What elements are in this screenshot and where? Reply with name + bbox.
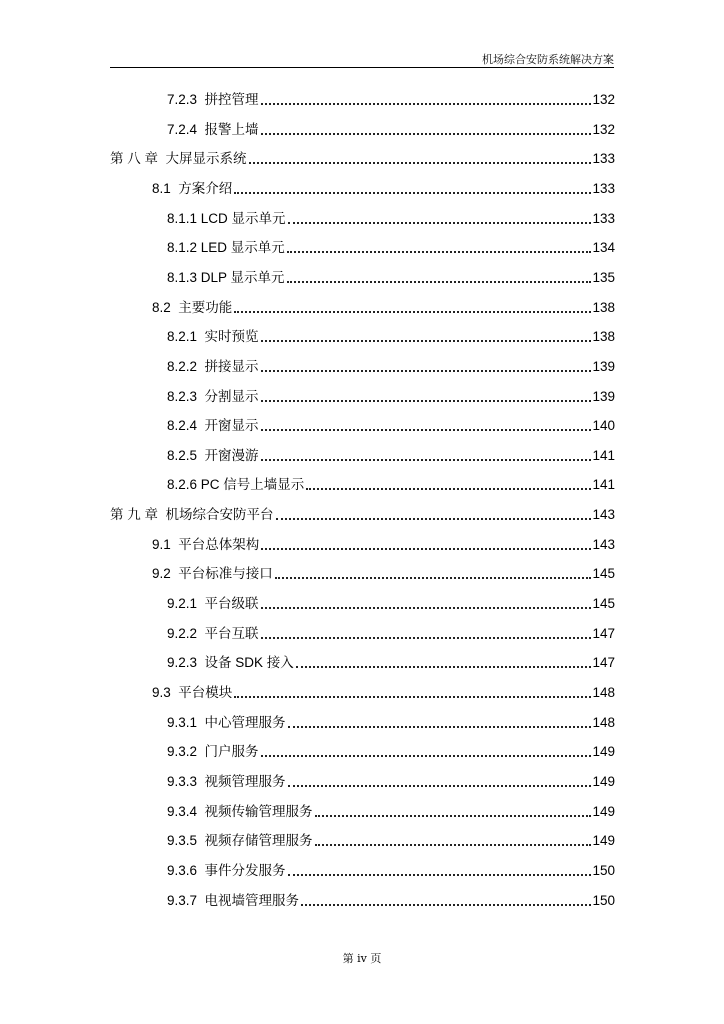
toc-dot-leader	[288, 726, 592, 728]
toc-entry[interactable]	[167, 355, 615, 375]
toc-entry[interactable]	[167, 325, 615, 345]
toc-dot-leader	[261, 637, 592, 639]
toc-entry[interactable]	[152, 177, 615, 197]
toc-entry-page-number: 149	[592, 833, 615, 849]
page-number: 第 iv 页	[342, 952, 382, 965]
toc-entry[interactable]	[167, 88, 615, 108]
toc-dot-leader	[261, 755, 592, 757]
toc-dot-leader	[287, 281, 592, 283]
toc-entry-label: 8.2.4 开窗显示	[167, 418, 259, 434]
toc-entry[interactable]	[152, 296, 615, 316]
toc-entry[interactable]	[167, 770, 615, 790]
toc-entry[interactable]	[152, 533, 615, 553]
toc-entry-label: 7.2.3 拼控管理	[167, 92, 259, 107]
toc-entry-label: 8.1.1 LCD 显示单元	[167, 210, 286, 226]
toc-entry-page-number: 147	[592, 625, 615, 641]
toc-entry[interactable]	[167, 622, 615, 642]
toc-entry-label: 8.2.6 PC 信号上墙显示	[167, 477, 305, 493]
toc-entry-page-number: 133	[592, 180, 615, 196]
toc-entry[interactable]	[167, 829, 615, 849]
toc-entry-label: 9.3 平台模块	[152, 685, 233, 700]
toc-entry-label: 8.1.3 DLP 显示单元	[167, 269, 285, 285]
toc-dot-leader	[301, 904, 591, 906]
toc-entry-label: 9.3.5 视频存储管理服务	[167, 833, 313, 849]
toc-entry-label: 7.2.4 报警上墙	[167, 121, 259, 137]
toc-entry-page-number: 133	[592, 151, 615, 167]
toc-entry[interactable]	[110, 147, 615, 167]
toc-entry-page-number: 140	[592, 418, 615, 434]
toc-entry-page-number: 145	[592, 596, 615, 612]
toc-entry-page-number: 143	[592, 507, 615, 523]
toc-entry-page-number: 132	[592, 92, 615, 107]
toc-entry-page-number: 149	[592, 803, 615, 819]
toc-entry-page-number: 139	[592, 388, 615, 404]
toc-entry-page-number: 145	[592, 566, 615, 582]
toc-entry-page-number: 143	[592, 536, 615, 552]
toc-entry-label: 8.2.2 拼接显示	[167, 358, 259, 374]
toc-dot-leader	[261, 607, 592, 609]
toc-dot-leader	[315, 844, 592, 846]
toc-entry[interactable]	[167, 889, 615, 909]
toc-entry-label: 9.3.4 视频传输管理服务	[167, 803, 313, 819]
toc-entry-label: 第 八 章 大屏显示系统	[110, 151, 247, 167]
toc-dot-leader	[288, 222, 592, 224]
toc-entry-label: 9.3.3 视频管理服务	[167, 773, 286, 789]
toc-entry-page-number: 150	[592, 892, 615, 908]
toc-entry[interactable]	[152, 562, 615, 582]
toc-entry[interactable]	[152, 681, 615, 701]
toc-entry-label: 9.2 平台标准与接口	[152, 566, 273, 582]
toc-entry[interactable]	[167, 859, 615, 879]
toc-entry-page-number: 133	[592, 210, 615, 226]
toc-entry[interactable]	[167, 651, 615, 671]
toc-dot-leader	[288, 874, 592, 876]
toc-dot-leader	[249, 162, 592, 164]
toc-dot-leader	[234, 192, 591, 194]
toc-entry-label: 8.2 主要功能	[152, 299, 233, 315]
toc-dot-leader	[261, 400, 592, 402]
toc-entry[interactable]	[167, 711, 615, 731]
toc-entry[interactable]	[167, 800, 615, 820]
toc-dot-leader	[288, 785, 592, 787]
toc-entry-label: 第 九 章 机场综合安防平台	[110, 507, 274, 523]
toc-dot-leader	[315, 815, 592, 817]
toc-entry-page-number: 138	[592, 299, 615, 315]
toc-entry-page-number: 138	[592, 329, 615, 345]
toc-entry-label: 8.1 方案介绍	[152, 180, 233, 196]
toc-entry[interactable]	[110, 503, 615, 523]
toc-dot-leader	[234, 311, 591, 313]
toc-entry[interactable]	[167, 444, 615, 464]
toc-dot-leader	[261, 548, 591, 550]
toc-entry[interactable]	[167, 414, 615, 434]
toc-entry-page-number: 134	[592, 240, 615, 256]
toc-entry-label: 9.3.6 事件分发服务	[167, 862, 286, 878]
toc-entry[interactable]	[167, 592, 615, 612]
toc-entry-page-number: 149	[592, 773, 615, 789]
toc-entry-page-number: 141	[592, 477, 615, 493]
toc-entry-page-number: 135	[592, 269, 615, 285]
toc-dot-leader	[261, 459, 592, 461]
toc-entry[interactable]	[167, 266, 615, 286]
toc-dot-leader	[276, 518, 592, 520]
header-rule	[110, 67, 614, 68]
toc-entry-label: 8.2.5 开窗漫游	[167, 447, 259, 463]
toc-entry[interactable]	[167, 473, 615, 493]
toc-entry-label: 8.1.2 LED 显示单元	[167, 240, 285, 256]
toc-dot-leader	[306, 488, 591, 490]
toc-entry-page-number: 150	[592, 862, 615, 878]
toc-dot-leader	[296, 666, 592, 668]
toc-dot-leader	[287, 251, 592, 253]
toc-entry-label: 9.2.1 平台级联	[167, 596, 259, 612]
toc-entry-label: 9.3.7 电视墙管理服务	[167, 892, 300, 908]
toc-entry-page-number: 141	[592, 447, 615, 463]
toc-dot-leader	[275, 577, 592, 579]
toc-entry-page-number: 149	[592, 744, 615, 760]
toc-dot-leader	[261, 429, 592, 431]
toc-entry-label: 9.1 平台总体架构	[152, 536, 260, 552]
toc-dot-leader	[261, 133, 592, 135]
toc-entry-label: 9.2.2 平台互联	[167, 625, 259, 641]
toc-entry-page-number: 139	[592, 358, 615, 374]
toc-dot-leader	[261, 103, 592, 105]
toc-entry[interactable]	[167, 740, 615, 760]
toc-entry-label: 9.3.1 中心管理服务	[167, 714, 286, 730]
toc-entry-label: 9.3.2 门户服务	[167, 744, 259, 760]
toc-entry[interactable]	[167, 207, 615, 227]
toc-entry-page-number: 132	[592, 121, 615, 137]
toc-entry-label: 9.2.3 设备 SDK 接入	[167, 655, 294, 671]
toc-entry[interactable]	[167, 118, 615, 138]
toc-dot-leader	[261, 340, 592, 342]
toc-entry-page-number: 148	[592, 714, 615, 730]
header-title: 机场综合安防系统解决方案	[482, 53, 614, 66]
toc-entry[interactable]	[167, 236, 615, 256]
toc-dot-leader	[261, 370, 592, 372]
toc-entry-label: 8.2.1 实时预览	[167, 329, 259, 345]
toc-entry-page-number: 147	[592, 655, 615, 671]
toc-entry-page-number: 148	[592, 685, 615, 700]
toc-entry[interactable]	[167, 385, 615, 405]
toc-dot-leader	[234, 696, 591, 698]
toc-entry-label: 8.2.3 分割显示	[167, 388, 259, 404]
